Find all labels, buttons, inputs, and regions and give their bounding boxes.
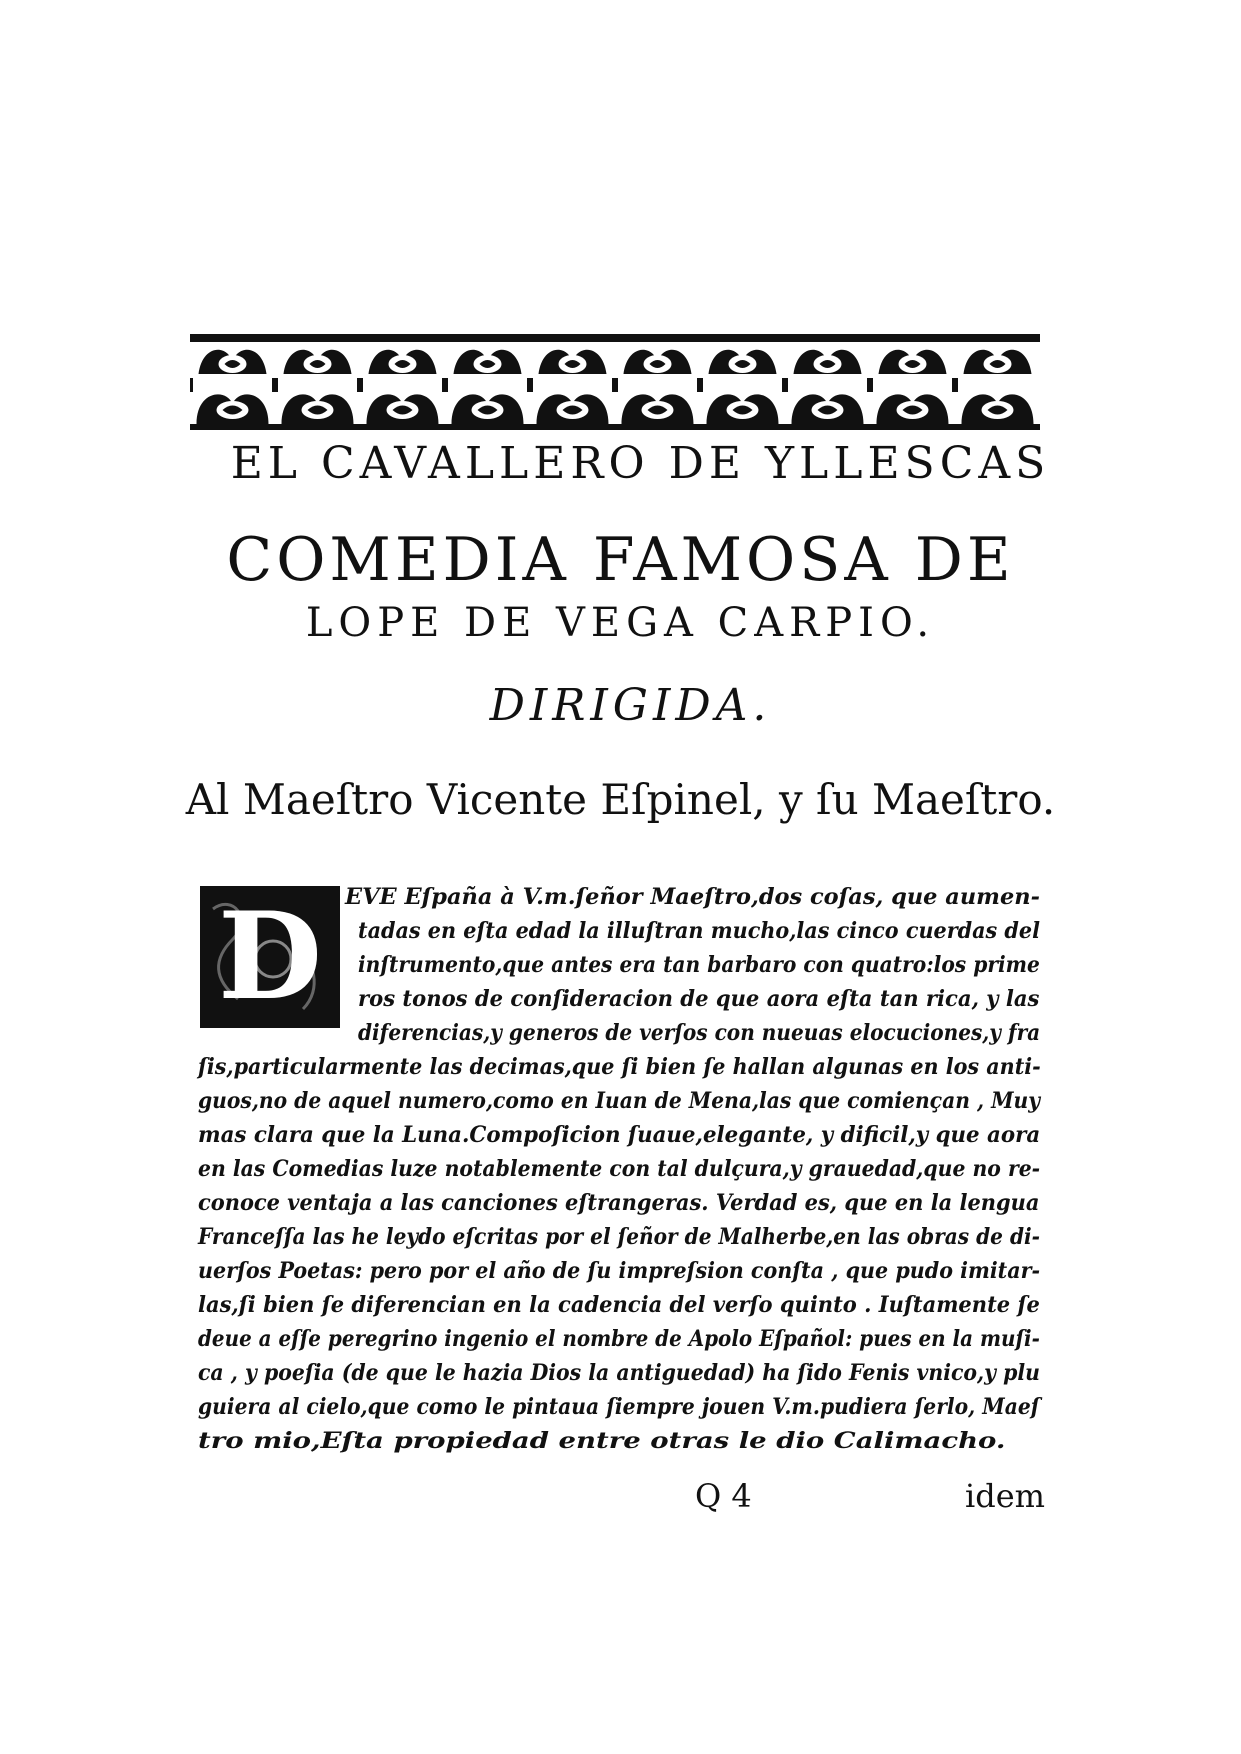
ornament-motif	[612, 378, 618, 392]
body-line: uerſos Poetas: pero por el año de ſu impreſsion conſta , que pudo imitar-	[198, 1258, 1041, 1284]
author-name: LOPE DE VEGA CARPIO.	[305, 600, 936, 646]
body-line: ſis,particularmente las decimas,que ſi bien ſe hallan algunas en los anti-	[198, 1054, 1041, 1080]
ornament-motif	[527, 378, 533, 392]
body-line: en las Comedias luze notablemente con tal dulçura,y grauedad,que no re-	[198, 1156, 1041, 1182]
body-line: tadas en eſta edad la illuſtran mucho,las cinco cuerdas del	[358, 918, 1040, 944]
body-line: conoce ventaja a las canciones eſtrangeras. Verdad es, que en la lengua	[198, 1190, 1040, 1216]
initial-letter: D	[217, 886, 323, 1027]
ornament-motif	[867, 378, 873, 392]
body-line: ros tonos de conſideracion de que aora eſta tan rica, y las	[358, 986, 1040, 1012]
decorated-initial	[200, 886, 340, 1028]
body-line: inſtrumento,que antes era tan barbaro con quatro:los prime	[358, 952, 1040, 978]
body-line: Franceſſa las he leydo eſcritas por el ſeñor de Malherbe,en las obras de di-	[198, 1224, 1041, 1250]
play-title: EL CAVALLERO DE YLLESCAS	[230, 438, 1051, 489]
body-line: ca , y poeſia (de que le hazia Dios la antiguedad) ha ſido Fenis vnico,y plu	[198, 1360, 1041, 1386]
body-line: EVE Eſpaña à V.m.ſeñor Maeſtro,dos coſas, que aumen-	[345, 884, 1040, 910]
body-line: guiera al cielo,que como le pintaua ſiempre jouen V.m.pudiera ſerlo, Maeſ	[198, 1394, 1040, 1420]
signature-mark: Q 4	[695, 1477, 752, 1515]
body-line: las,ſi bien ſe diferencian en la cadencia del verſo quinto . Iuſtamente ſe	[198, 1292, 1040, 1318]
ornamental-header-band	[190, 334, 1040, 430]
ornament-motif	[190, 424, 1040, 430]
body-line: guos,no de aquel numero,como en Iuan de Mena,las que comiençan , Muy	[198, 1088, 1041, 1114]
comedy-heading: COMEDIA FAMOSA DE	[226, 525, 1015, 595]
body-line: diferencias,y generos de verſos con nueuas elocuciones,y fra	[358, 1020, 1041, 1046]
ornament-motif	[697, 378, 703, 392]
ornament-motif	[952, 378, 958, 392]
dedication-heading: DIRIGIDA.	[489, 680, 772, 731]
ornament-motif	[782, 378, 788, 392]
ornament-motif	[442, 378, 448, 392]
body-line: tro mio,Eſta propiedad entre otras le dio Calimacho.	[198, 1428, 1006, 1454]
ornament-motif	[190, 334, 1040, 342]
ornament-motif	[190, 378, 193, 392]
body-line: mas clara que la Luna.Compoſicion ſuaue,elegante, y dificil,y que aora	[198, 1122, 1041, 1148]
ornament-motif	[272, 378, 278, 392]
body-line: deue a eſſe peregrino ingenio el nombre de Apolo Eſpañol: pues en la muſi-	[198, 1326, 1040, 1352]
catchword: idem	[965, 1477, 1045, 1515]
ornament-motif	[357, 378, 363, 392]
dedication-recipient: Al Maeſtro Vicente Eſpinel, y ſu Maeſtro.	[185, 775, 1056, 824]
